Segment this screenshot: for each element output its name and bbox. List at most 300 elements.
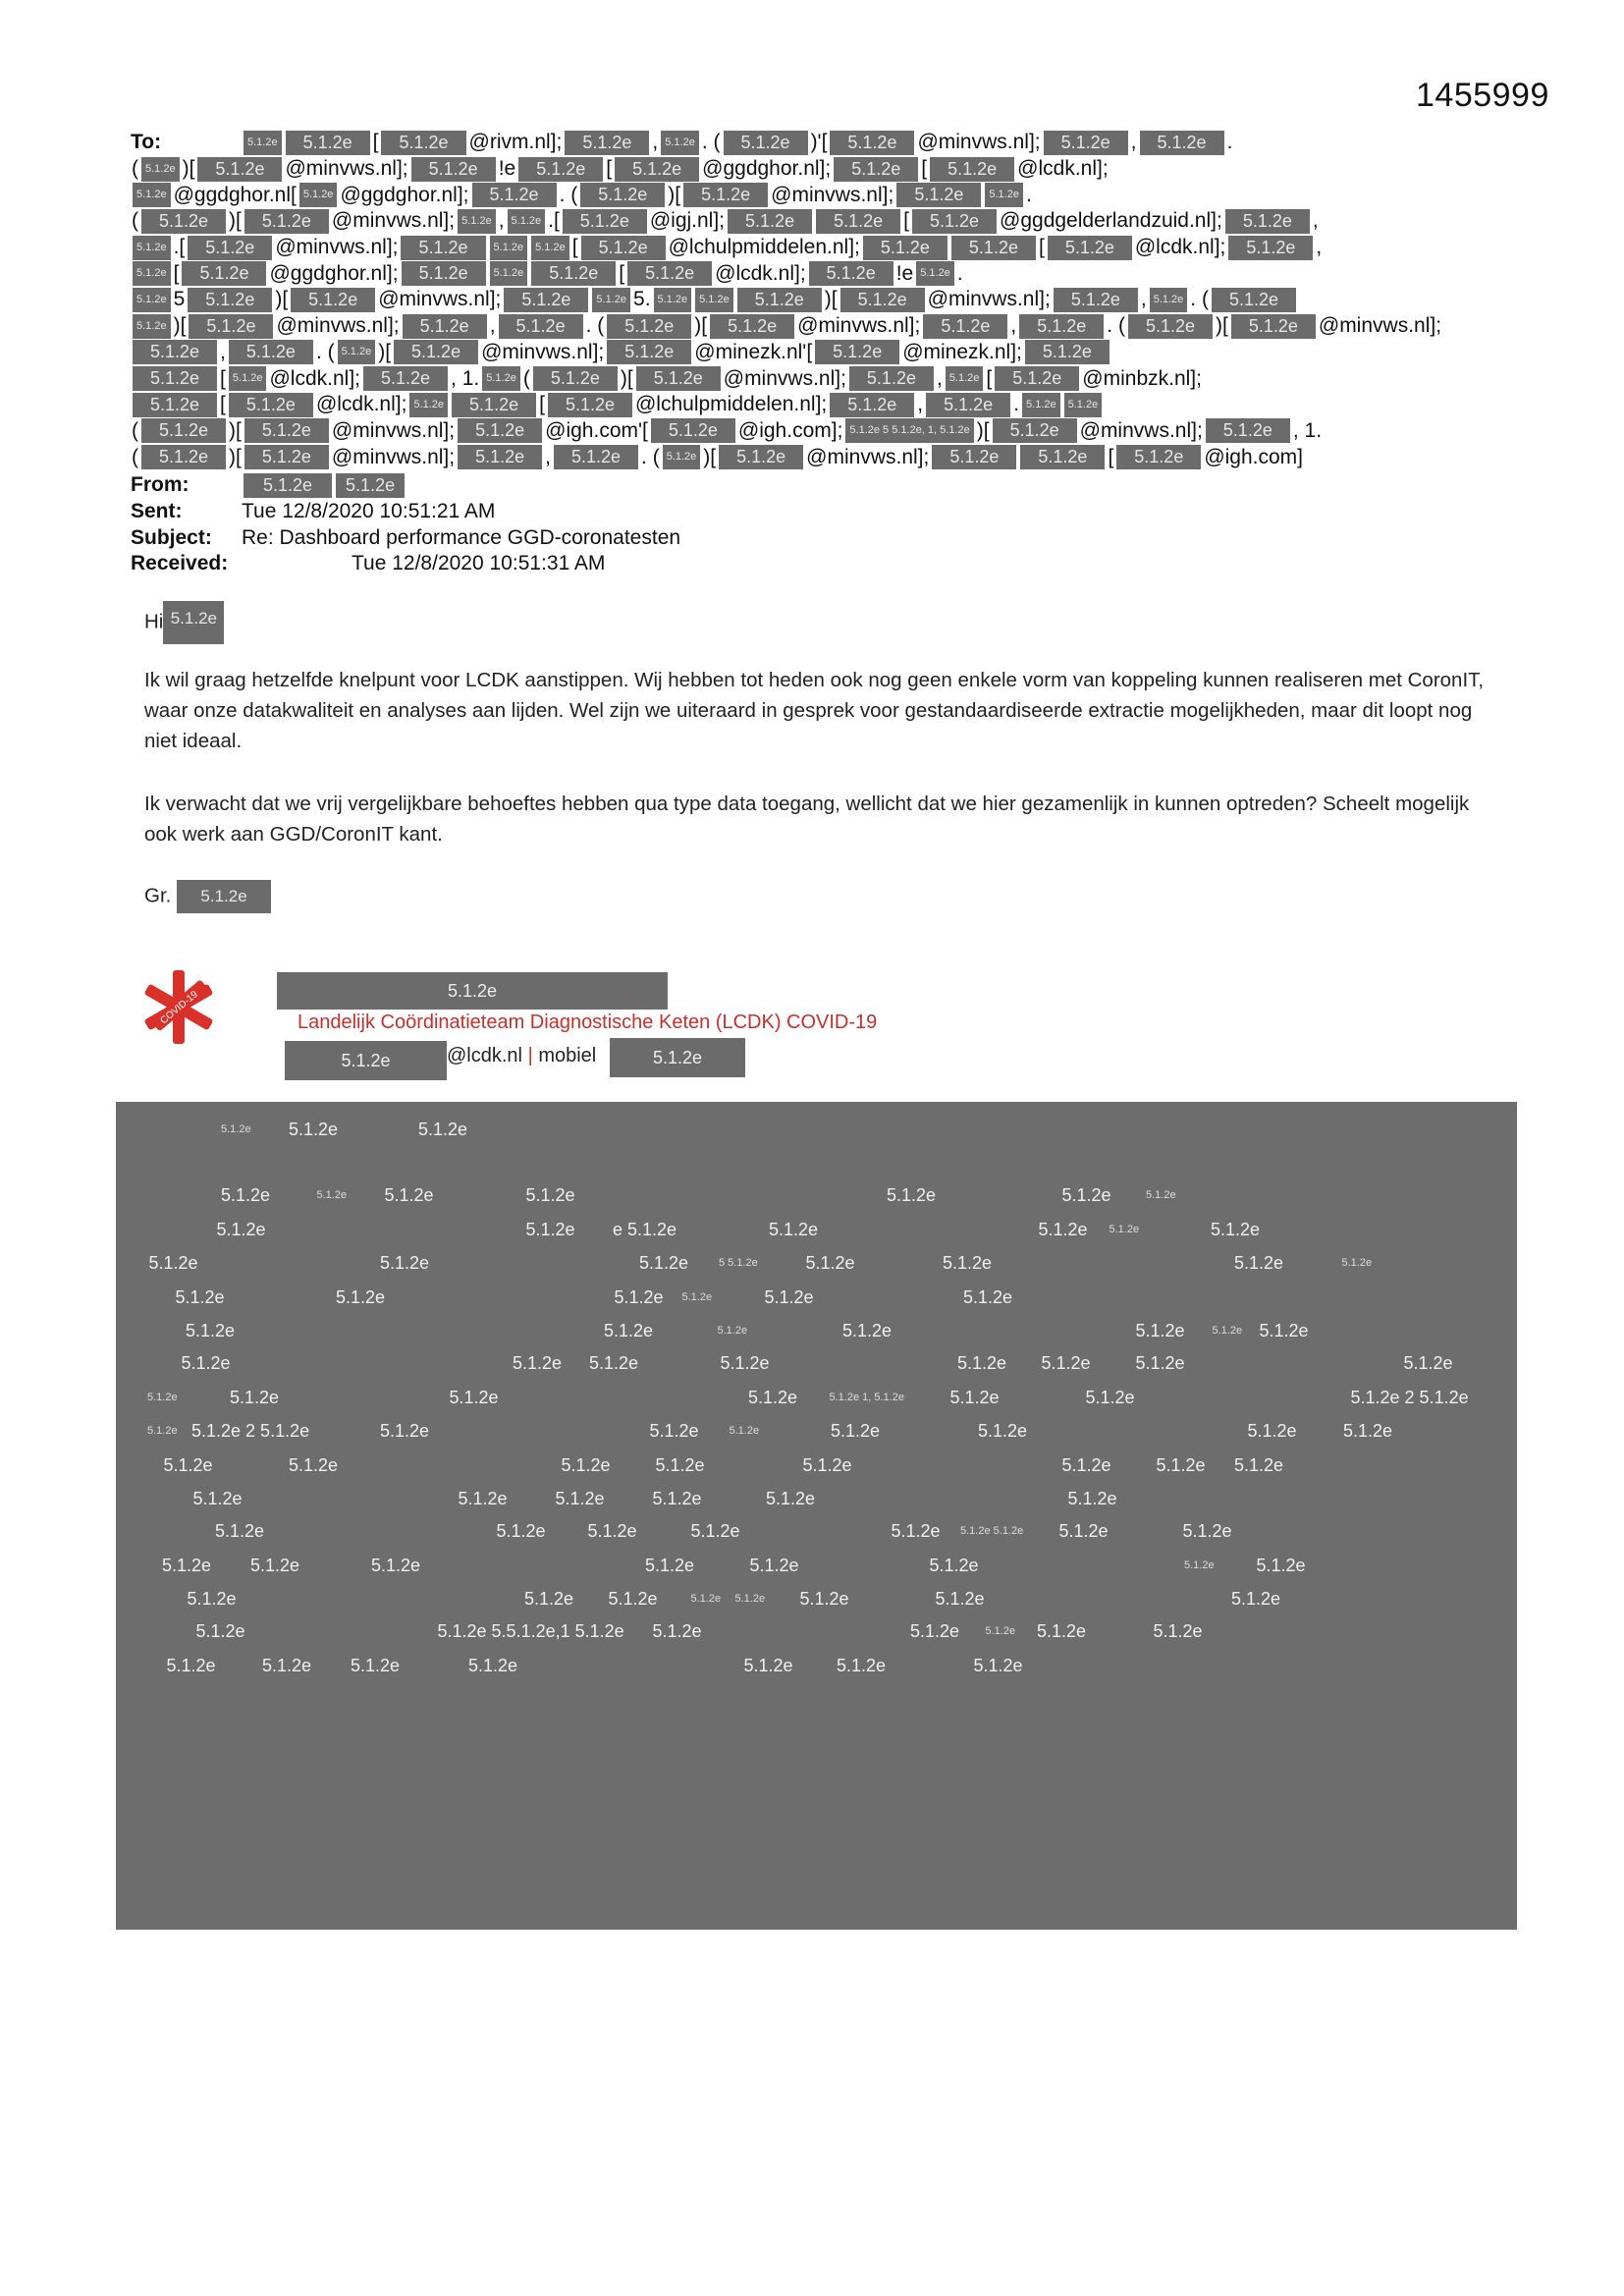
redaction-label: 5.1.2e 2 5.1.2e: [1350, 1387, 1469, 1407]
recipient-text: [: [606, 157, 613, 181]
redaction-label: 5.1.2e: [608, 1589, 658, 1609]
redaction-small: 5.1.2e: [338, 340, 376, 364]
redaction: 5.1.2e: [830, 393, 914, 417]
recipient-text: ,: [652, 131, 659, 154]
redaction-small: 5.1.2e: [490, 236, 528, 260]
recipient-text: @igh.com]: [1204, 445, 1304, 468]
redaction-label: 5.1.2e: [1037, 1621, 1087, 1641]
redaction: 5.1.2e: [1019, 314, 1104, 339]
redaction-label: 5.1.2e: [147, 1425, 178, 1437]
recipient-text: )[: [229, 209, 242, 233]
sent-label: Sent:: [131, 500, 183, 522]
to-recipients-line: [131, 130, 1505, 156]
redaction: 5.1.2e: [1048, 236, 1132, 260]
subject-row: [131, 526, 680, 550]
redaction: 5.1.2e: [565, 131, 649, 155]
recipient-text: @minvws.nl];: [275, 236, 399, 259]
redaction-label: 5.1.2e: [250, 1555, 300, 1575]
redaction: 5.1.2e: [995, 366, 1079, 391]
to-label: To:: [131, 131, 162, 154]
redaction: 5.1.2e: [182, 261, 266, 286]
redaction: 5.1.2e: [896, 183, 981, 207]
signature-organization: Landelijk Coördinatieteam Diagnostische Keten (LCDK) COVID-19: [298, 1011, 878, 1033]
redaction-label: 5.1.2e: [371, 1555, 421, 1575]
redaction-label: 5.1.2e: [525, 1219, 575, 1239]
redaction: 5.1.2e: [607, 314, 691, 339]
redaction-label: 5.1.2e: [802, 1454, 852, 1475]
redaction-label: 5.1.2e: [351, 1655, 401, 1675]
recipient-text: )[: [824, 288, 838, 311]
redaction-label: 5.1.2e: [163, 1454, 213, 1475]
recipient-text: (: [132, 209, 138, 233]
redaction: 5.1.2e: [815, 340, 899, 364]
redaction: 5.1.2e: [244, 473, 332, 498]
recipient-text: )[: [173, 314, 187, 338]
redaction: 5.1.2e: [710, 314, 794, 339]
recipient-text: .: [1025, 183, 1032, 206]
redaction-label: 5.1.2e: [690, 1521, 740, 1541]
recipient-text: [: [986, 366, 993, 390]
redaction-label: 5.1.2e: [1135, 1353, 1185, 1373]
redaction-label: 5.1.2e: [769, 1219, 819, 1239]
redaction-label: e 5.1.2e: [613, 1219, 677, 1239]
redaction: 5.1.2e: [615, 157, 699, 182]
recipient-text: [: [220, 366, 226, 390]
redaction: 5.1.2e: [133, 393, 217, 417]
redaction-small: 5.1.2e: [985, 183, 1023, 207]
redaction: 5.1.2e: [581, 236, 666, 260]
recipient-text: [: [571, 236, 578, 259]
redaction: 5.1.2e: [1116, 445, 1201, 469]
recipient-text: (: [132, 445, 138, 468]
redaction-small: 5.1.2e: [133, 236, 171, 260]
redaction-label: 5.1.2e: [717, 1325, 748, 1337]
redaction: 5.1.2e: [141, 418, 226, 443]
recipient-text: ,: [936, 366, 943, 390]
recipient-text: )[: [976, 418, 990, 442]
recipient-text: @minezk.nl];: [902, 340, 1022, 363]
from-label: From:: [131, 473, 189, 496]
recipient-text: . (: [1107, 314, 1125, 338]
redaction-label: 5.1.2e: [729, 1425, 760, 1437]
recipient-text: @minvws.nl];: [331, 209, 456, 233]
to-recipients-line: [131, 260, 1505, 287]
redaction: 5.1.2e: [1206, 418, 1290, 443]
document-number: 1455999: [1416, 77, 1549, 114]
recipient-text: @igj.nl];: [649, 209, 726, 233]
recipient-text: [: [903, 209, 909, 233]
redaction-label: 5.1.2e: [743, 1655, 793, 1675]
redaction: 5.1.2e: [188, 288, 272, 312]
redaction: 5.1.2e: [518, 157, 603, 182]
to-recipients-line: [131, 392, 1505, 418]
redaction-label: 5.1.2e: [748, 1387, 798, 1407]
redaction-label: 5.1.2e: [1041, 1353, 1091, 1373]
redaction: 5.1.2e: [504, 288, 588, 312]
recipient-text: [: [539, 393, 545, 416]
redaction-label: 5.1.2e: [1234, 1454, 1284, 1475]
recipient-text: ,: [489, 314, 496, 338]
redaction: 5.1.2e: [403, 314, 487, 339]
redaction-label: 5.1.2e: [1085, 1387, 1135, 1407]
redaction-label: 5.1.2e: [842, 1321, 893, 1340]
redaction-label: 5.1.2e: [1184, 1558, 1215, 1571]
redaction-label: 5.1.2e: [734, 1593, 766, 1605]
recipient-text: )[: [694, 314, 708, 338]
redaction: 5.1.2e: [651, 418, 735, 443]
recipient-text: @minvws.nl];: [276, 314, 400, 338]
recipient-text: 5: [173, 288, 186, 311]
redaction-label: 5.1.2e: [525, 1185, 575, 1205]
recipient-text: !e: [895, 261, 914, 285]
redaction-label: 5.1.2e: [949, 1387, 1000, 1407]
recipient-text: @minvws.nl];: [797, 314, 921, 338]
redaction-label: 5.1.2e: [166, 1655, 216, 1675]
redaction-label: 5.1.2e: [614, 1286, 664, 1307]
redaction-small: 5.1.2e: [663, 445, 701, 469]
closing-text: Gr.: [144, 884, 172, 907]
closing: [144, 880, 1489, 913]
redaction: 5.1.2e: [636, 366, 721, 391]
redaction: 5.1.2e: [188, 236, 272, 260]
redaction: 5.1.2e: [141, 209, 226, 234]
redaction: 5.1.2e: [381, 131, 465, 155]
redaction-small: 5.1.2e: [133, 183, 171, 207]
redaction-small: 5.1.2e: [482, 366, 520, 391]
recipient-text: (: [522, 366, 530, 390]
redaction-label: 5.1.2e: [690, 1593, 722, 1605]
recipient-text: [: [1038, 236, 1045, 259]
subject-value: Re: Dashboard performance GGD-coronatesten: [242, 526, 681, 549]
redaction-label: 5.1.2e: [187, 1589, 237, 1609]
redaction-label: 5.1.2e: [943, 1253, 993, 1273]
recipient-text: !e: [498, 157, 516, 181]
recipient-text: ,: [545, 445, 551, 468]
recipient-text: . (: [701, 131, 721, 154]
redaction-label: 5.1.2e: [749, 1555, 799, 1575]
covid-19-logo: [142, 970, 216, 1044]
redaction-small: 5.1.2e: [531, 236, 569, 260]
redaction: 5.1.2e: [607, 340, 691, 364]
redaction: 5.1.2e: [499, 314, 583, 339]
redaction-label: 5.1.2e: [186, 1321, 236, 1340]
redaction: 5.1.2e: [932, 445, 1016, 469]
redaction-small: 5.1.2e: [946, 366, 984, 391]
recipient-text: .: [1013, 393, 1020, 416]
redaction: 5.1.2e: [458, 445, 542, 469]
recipient-text: [: [372, 131, 379, 154]
recipient-text: ,: [220, 340, 226, 363]
recipient-text: @rivm.nl];: [468, 131, 563, 154]
redaction-label: 5 5.1.2e: [719, 1257, 758, 1269]
recipient-text: ,: [1316, 236, 1323, 259]
redaction: 5.1.2e: [816, 209, 900, 234]
redaction-small: 5.1.2e: [661, 131, 699, 155]
redaction: 5.1.2e: [993, 418, 1077, 443]
redaction: 5.1.2e: [809, 261, 893, 286]
to-recipients-line: [131, 340, 1505, 366]
to-recipients-line: [131, 444, 1505, 470]
recipient-text: )'[: [810, 131, 828, 154]
redaction-label: 5.1.2e: [175, 1286, 225, 1307]
recipient-text: )[: [229, 445, 242, 468]
redaction-small: 5.1.2e: [133, 314, 171, 339]
redaction-label: 5.1.2e: [230, 1387, 280, 1407]
redaction-label: 5.1.2e: [162, 1555, 212, 1575]
redaction-small: 5.1.2e: [654, 288, 692, 312]
recipient-text: 5.: [633, 288, 651, 311]
redaction: 5.1.2e: [1054, 288, 1138, 312]
redaction-small: 5.1.2e: [299, 183, 338, 207]
redaction-label: 5.1.2e: [380, 1253, 430, 1273]
redaction: 5.1.2e: [840, 288, 925, 312]
redaction-label: 5.1.2e: [720, 1353, 770, 1373]
redaction-label: 5.1.2e: [1156, 1454, 1206, 1475]
redaction: 5.1.2e: [291, 288, 375, 312]
redaction: 5.1.2e: [411, 157, 496, 182]
signature-contact: [447, 1045, 596, 1067]
greeting: [144, 601, 1489, 644]
recipient-text: [: [1108, 445, 1114, 468]
redaction-label: 5.1.2e: [262, 1655, 312, 1675]
recipient-text: . (: [559, 183, 578, 206]
signature-mobile-redaction: 5.1.2e: [610, 1038, 745, 1077]
recipient-text: )[: [182, 157, 195, 181]
redaction-label: 5.1.2e: [524, 1589, 574, 1609]
sent-row: [131, 500, 495, 523]
redaction: 5.1.2e: [244, 418, 329, 443]
recipient-text: ,: [1130, 131, 1137, 154]
redaction: 5.1.2e: [737, 288, 822, 312]
redaction-label: 5.1.2e: [910, 1621, 960, 1641]
redaction: 5.1.2e: [728, 209, 812, 234]
logo-text: COVID-19: [158, 989, 200, 1027]
redaction-label: 5.1.2e: [555, 1489, 605, 1508]
redaction-label: 5.1.2e: [384, 1185, 434, 1205]
redaction: 5.1.2e: [402, 261, 486, 286]
recipient-text: @ggdghor.nl[: [173, 183, 297, 206]
recipient-text: .: [956, 261, 963, 285]
recipient-text: ,: [498, 209, 505, 233]
redaction-label: 5.1.2e: [1211, 1219, 1261, 1239]
recipient-text: @minbzk.nl];: [1082, 366, 1202, 390]
redaction-label: 5.1.2e: [1259, 1321, 1309, 1340]
redaction-label: 5.1.2e: [380, 1421, 430, 1441]
recipient-text: [: [921, 157, 928, 181]
recipient-text: .[: [548, 209, 560, 233]
redaction: 5.1.2e: [244, 445, 329, 469]
received-row: [131, 552, 605, 575]
redaction-label: 5.1.2e: [935, 1589, 985, 1609]
redaction: 5.1.2e: [834, 157, 918, 182]
redaction-label: 5.1.2e: [1403, 1353, 1453, 1373]
recipient-text: , 1.: [451, 366, 480, 390]
recipient-text: @igh.com'[: [545, 418, 648, 442]
redaction-small: 5.1.2e: [133, 261, 171, 286]
redaction-label: 5.1.2e: [215, 1521, 265, 1541]
redaction: 5.1.2e: [533, 366, 618, 391]
redaction-small: 5.1.2e: [1150, 288, 1188, 312]
redaction-label: 5.1.2e: [418, 1119, 468, 1139]
redaction-label: 5.1.2e: [957, 1353, 1007, 1373]
redaction-label: 5.1.2e: [1038, 1219, 1088, 1239]
redaction-label: 5.1.2e: [887, 1185, 937, 1205]
recipient-text: )[: [1216, 314, 1228, 338]
redaction-small: 5.1.2e: [1064, 393, 1103, 417]
redaction-label: 5.1.2e: [1058, 1521, 1109, 1541]
redaction-label: 5.1.2e: [147, 1391, 178, 1403]
redaction: 5.1.2e: [548, 393, 632, 417]
redaction-label: 5.1.2e: [831, 1421, 881, 1441]
redaction-small: 5.1.2e: [1022, 393, 1060, 417]
redaction-label: 5.1.2e: [1256, 1555, 1306, 1575]
redaction: 5.1.2e: [1025, 340, 1110, 364]
to-recipients-line: [131, 208, 1505, 235]
redaction-label: 5.1.2e: [1146, 1189, 1176, 1201]
redaction: 5.1.2e: [719, 445, 803, 469]
redaction-label: 5.1.2e: [639, 1253, 689, 1273]
redaction: 5.1.2e: [1020, 445, 1105, 469]
redaction: 5.1.2e: [1228, 236, 1313, 260]
redaction: 5.1.2e: [286, 131, 370, 155]
redaction: 5.1.2e: [1231, 314, 1316, 339]
redaction: 5.1.2e: [849, 366, 934, 391]
redaction-label: 5.1.2e: [973, 1655, 1023, 1675]
redaction-small: 5.1.2e 5 5.1.2e, 1, 5.1.2e: [845, 418, 973, 443]
mobile-label: mobiel: [538, 1045, 597, 1066]
redaction-label: 5.1.2e: [985, 1625, 1016, 1637]
to-recipients-line: [131, 235, 1505, 261]
received-label: Received:: [131, 552, 229, 574]
recipient-text: [: [173, 261, 180, 285]
redaction-label: 5.1.2e: [336, 1286, 386, 1307]
redaction: 5.1.2e: [830, 131, 914, 155]
recipient-text: @lcdk.nl];: [1017, 157, 1109, 181]
redaction-small: 5.1.2e: [508, 209, 546, 234]
paragraph-1: Ik wil graag hetzelfde knelpunt voor LCDK aanstippen. Wij hebben tot heden ook nog geen enkele vorm van koppeling kunnen realiseren met CoronIT, waar onze datakwaliteit en analyses aan lijden. Wel zijn we uiteraard in gesprek voor gestandaardiseerde extractie mogelijkheden, maar dit loopt nog niet ideaal.: [144, 669, 1485, 752]
redaction: 5.1.2e: [472, 183, 557, 207]
recipient-text: .: [1226, 131, 1233, 154]
redaction: 5.1.2e: [458, 418, 542, 443]
redaction-small: 5.1.2e: [490, 261, 528, 286]
recipient-text: @ggdghor.nl];: [340, 183, 469, 206]
redaction-label: 5.1.2e: [929, 1555, 979, 1575]
recipient-text: @minezk.nl'[: [694, 340, 813, 363]
redaction-label: 5.1.2e: [655, 1454, 705, 1475]
redaction: 5.1.2e: [163, 601, 224, 644]
redaction-label: 5.1.2e: [978, 1421, 1028, 1441]
signature-name-redaction: 5.1.2e: [277, 972, 668, 1010]
recipient-text: @minvws.nl];: [331, 445, 456, 468]
redaction: 5.1.2e: [531, 261, 616, 286]
redaction-label: 5.1.2e: [649, 1421, 699, 1441]
email-to-block: [131, 130, 1505, 470]
recipient-text: . (: [315, 340, 335, 363]
redaction-label: 5.1.2e: [604, 1321, 654, 1340]
redaction-label: 5.1.2e: [1061, 1454, 1111, 1475]
email-domain: @lcdk.nl: [447, 1045, 522, 1066]
subject-label: Subject:: [131, 526, 212, 549]
recipient-text: .[: [173, 236, 186, 259]
redaction-small: 5.1.2e: [141, 157, 180, 182]
recipient-text: @lcdk.nl];: [315, 393, 407, 416]
redaction-label: 5.1.2e: [1234, 1253, 1284, 1273]
redaction-label: 5.1.2e: [891, 1521, 941, 1541]
redaction-label: 5.1.2e: [148, 1253, 198, 1273]
redaction: 5.1.2e: [724, 131, 808, 155]
redaction-small: 5.1.2e: [695, 288, 733, 312]
redaction-label: 5.1.2e: [181, 1353, 231, 1373]
redaction: 5.1.2e: [452, 393, 536, 417]
recipient-text: )[: [378, 340, 392, 363]
recipient-text: )[: [668, 183, 681, 206]
to-recipients-line: [131, 418, 1505, 445]
redaction: 5.1.2e: [401, 236, 485, 260]
redaction: 5.1.2e: [926, 393, 1010, 417]
redaction: 5.1.2e: [1128, 314, 1213, 339]
redaction: 5.1.2e: [930, 157, 1014, 182]
redaction-label: 5.1.2e 2 5.1.2e: [191, 1421, 310, 1441]
redacted-block: [116, 1102, 1517, 1930]
redaction: 5.1.2e: [1212, 288, 1296, 312]
redaction-small: 5.1.2e: [229, 366, 267, 391]
redaction: 5.1.2e: [197, 157, 282, 182]
redaction-label: 5.1.2e: [766, 1489, 816, 1508]
redaction-label: 5.1.2e: [216, 1219, 266, 1239]
redaction-label: 5.1.2e: [513, 1353, 563, 1373]
to-recipients-line: [131, 287, 1505, 313]
redaction-small: 5.1.2e: [916, 261, 954, 286]
redaction-label: 5.1.2e: [1182, 1521, 1232, 1541]
recipient-text: )[: [275, 288, 289, 311]
redaction-label: 5.1.2e: [645, 1555, 695, 1575]
recipient-text: @minvws.nl];: [1318, 314, 1442, 338]
redaction-label: 5.1.2e: [289, 1454, 339, 1475]
recipient-text: @minvws.nl];: [378, 288, 502, 311]
paragraph-2: Ik verwacht dat we vrij vergelijkbare behoeftes hebben qua type data toegang, wellicht dat we hier gezamenlijk in kunnen optreden? Scheelt mogelijk ook werk aan GGD/CoronIT kant.: [144, 793, 1470, 846]
recipient-text: @ggdghor.nl];: [269, 261, 399, 285]
redaction-small: 5.1.2e: [244, 131, 282, 155]
to-recipients-line: [131, 365, 1505, 392]
recipient-text: @minvws.nl];: [285, 157, 408, 181]
redaction: 5.1.2e: [1140, 131, 1224, 155]
redaction-label: 5.1.2e: [192, 1489, 243, 1508]
redaction-label: 5.1.2e: [1067, 1489, 1117, 1508]
redaction-label: 5.1.2e 5.5.1.2e,1 5.1.2e: [437, 1621, 624, 1641]
redaction-label: 5.1.2e 1, 5.1.2e: [829, 1391, 904, 1403]
redaction-small: 5.1.2e: [458, 209, 496, 234]
recipient-text: ,: [1312, 209, 1319, 233]
redaction-label: 5.1.2e: [221, 1185, 271, 1205]
recipient-text: )[: [703, 445, 717, 468]
redaction-small: 5.1.2e: [133, 288, 171, 312]
redaction-label: 5.1.2e: [1231, 1589, 1281, 1609]
redaction: 5.1.2e: [554, 445, 638, 469]
redaction: 5.1.2e: [912, 209, 997, 234]
redaction-label: 5.1.2e: [221, 1122, 251, 1135]
recipient-text: (: [132, 157, 138, 181]
redaction: 5.1.2e: [951, 236, 1036, 260]
recipient-text: @ggdgelderlandzuid.nl];: [1000, 209, 1222, 233]
redaction: 5.1.2e: [580, 183, 665, 207]
recipient-text: ,: [917, 393, 924, 416]
recipient-text: @minvws.nl];: [331, 418, 456, 442]
redaction-small: 5.1.2e: [592, 288, 630, 312]
redaction-label: 5.1.2e: [458, 1489, 508, 1508]
redaction: 5.1.2e: [683, 183, 768, 207]
recipient-text: @minvws.nl];: [723, 366, 846, 390]
redaction-label: 5.1.2e: [799, 1589, 849, 1609]
